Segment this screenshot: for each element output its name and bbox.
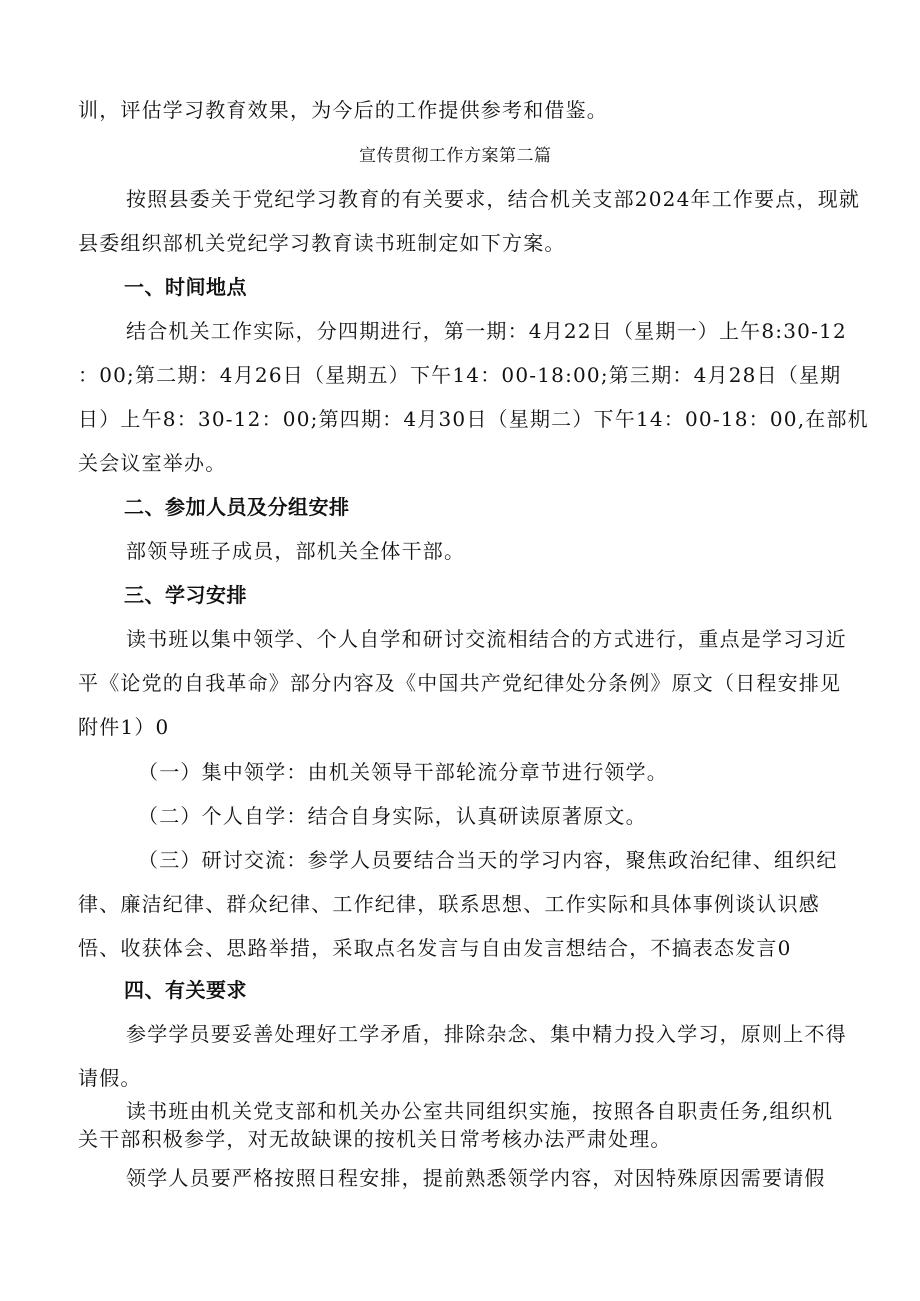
requirements-para1-line-1: 参学学员要妥善处理好工学矛盾，排除杂念、集中精力投入学习，原则上不得 xyxy=(126,1022,847,1046)
requirements-para2-line-2: 关干部积极参学，对无故缺课的按机关日常考核办法严肃处理。 xyxy=(78,1127,672,1151)
requirements-para1-line-2: 请假。 xyxy=(78,1066,142,1090)
study-item-3-line-3: 悟、收获体会、思路举措，采取点名发言与自由发言想结合，不搞表态发言0 xyxy=(78,936,792,960)
study-line-1: 读书班以集中领学、个人自学和研讨交流相结合的方式进行，重点是学习习近 xyxy=(126,627,847,651)
time-place-line-4: 关会议室举办。 xyxy=(78,451,227,475)
study-line-2: 平《论党的自我革命》部分内容及《中国共产党纪律处分条例》原文（日程安排见 xyxy=(78,671,842,695)
opening-line-1: 按照县委关于党纪学习教育的有关要求，结合机关支部2024年工作要点，现就 xyxy=(126,187,861,211)
study-line-3: 附件1）0 xyxy=(78,715,170,739)
study-item-1: （一）集中领学：由机关领导干部轮流分章节进行领学。 xyxy=(138,760,668,784)
time-place-line-1: 结合机关工作实际，分四期进行，第一期：4月22日（星期一）上午8:30-12 xyxy=(126,319,847,343)
time-place-line-3: 日）上午8：30-12：00;第四期：4月30日（星期二）下午14：00-18：00,在部机 xyxy=(78,407,869,431)
section-heading-participants: 二、参加人员及分组安排 xyxy=(124,495,350,519)
participants-line-1: 部领导班子成员，部机关全体干部。 xyxy=(126,539,466,563)
intro-tail-line: 训，评估学习教育效果，为今后的工作提供参考和借鉴。 xyxy=(78,98,608,122)
section-heading-study: 三、学习安排 xyxy=(124,583,247,607)
time-place-line-2: ：00;第二期：4月26日（星期五）下午14：00-18:00;第三期：4月28日（星期 xyxy=(78,363,842,387)
opening-line-2: 县委组织部机关党纪学习教育读书班制定如下方案。 xyxy=(78,231,566,255)
requirements-para2-line-1: 读书班由机关党支部和机关办公室共同组织实施，按照各自职责任务,组织机 xyxy=(126,1099,834,1123)
section-heading-requirements: 四、有关要求 xyxy=(124,978,247,1002)
study-item-3-line-1: （三）研讨交流：参学人员要结合当天的学习内容，聚焦政治纪律、组织纪 xyxy=(138,848,838,872)
requirements-para3-line-1: 领学人员要严格按照日程安排，提前熟悉领学内容，对因特殊原因需要请假 xyxy=(126,1166,826,1190)
section-heading-time-place: 一、时间地点 xyxy=(124,275,247,299)
study-item-2: （二）个人自学：结合自身实际，认真研读原著原文。 xyxy=(138,804,647,828)
study-item-3-line-2: 律、廉洁纪律、群众纪律、工作纪律，联系思想、工作实际和具体事例谈认识感 xyxy=(78,892,820,916)
document-title: 宣传贯彻工作方案第二篇 xyxy=(359,146,552,166)
